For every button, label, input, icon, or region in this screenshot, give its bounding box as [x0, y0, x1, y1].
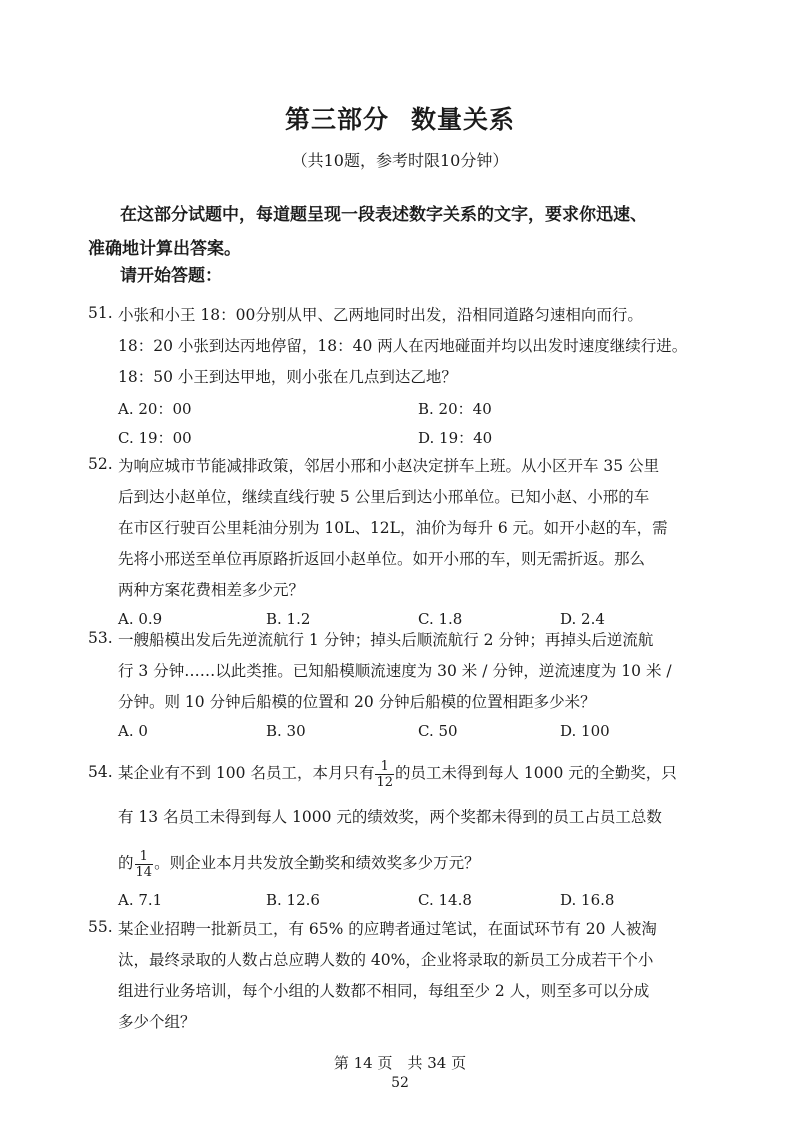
question-text-line: 有 13 名员工未得到每人 1000 元的绩效奖，两个奖都未得到的员工占员工总数	[118, 808, 662, 826]
question-text-line: 为响应城市节能减排政策，邻居小邢和小赵决定拼车上班。从小区开车 35 公里	[118, 457, 660, 475]
option-a: A. 0	[118, 722, 148, 740]
question-text-line: 的 $\frac{1}{14}$ 。则企业本月共发放全勤奖和绩效奖多少万元？	[118, 848, 480, 880]
question-54	[88, 755, 718, 920]
option-c: C. 50	[418, 722, 458, 740]
instructions-line-1: 在这部分试题中，每道题呈现一段表述数字关系的文字，要求你迅速、	[120, 205, 647, 225]
option-d: D. 19：40	[418, 429, 493, 447]
option-c: C. 1.8	[418, 610, 463, 628]
question-text-line: 一艘船模出发后先逆流航行 1 分钟；掉头后顺流航行 2 分钟；再掉头后逆流航	[118, 631, 654, 649]
option-c: C. 14.8	[418, 891, 472, 909]
question-53	[88, 625, 718, 751]
question-number: 53.	[88, 629, 113, 647]
instructions	[88, 198, 718, 266]
page-footer: 第 14 页 共 34 页	[333, 1054, 467, 1072]
question-text-line: 后到达小赵单位，继续直线行驶 5 公里后到达小邢单位。已知小赵、小邢的车	[118, 488, 650, 506]
question-text-line: 汰，最终录取的人数占总应聘人数的 40%，企业将录取的新员工分成若干个小	[118, 951, 654, 969]
option-a: A. 20：00	[118, 400, 192, 418]
option-b: B. 12.6	[266, 891, 320, 909]
question-number: 51.	[88, 304, 113, 322]
question-text-line: 多少个组？	[118, 1013, 196, 1031]
question-number: 54.	[88, 763, 113, 781]
question-text-line: 在市区行驶百公里耗油分别为 10L、12L，油价为每升 6 元。如开小赵的车，需	[118, 519, 668, 537]
question-52	[88, 451, 718, 639]
instructions-line-2: 准确地计算出答案。	[88, 239, 241, 259]
question-51	[88, 300, 718, 456]
option-c: C. 19：00	[118, 429, 192, 447]
question-text-line: 18：20 小张到达丙地停留，18：40 两人在丙地碰面并均以出发时速度继续行进。	[118, 337, 688, 355]
title-part: 第三部分	[284, 105, 389, 134]
option-b: B. 20：40	[418, 400, 492, 418]
fraction-one-fourteenth: $\frac{1}{14}$	[135, 848, 153, 880]
page-number: 52	[391, 1075, 409, 1091]
question-text-line: 某企业招聘一批新员工，有 65% 的应聘者通过笔试，在面试环节有 20 人被淘	[118, 920, 657, 938]
option-b: B. 1.2	[266, 610, 311, 628]
title-topic: 数量关系	[411, 105, 516, 134]
page-title	[0, 100, 800, 136]
question-text-line: 分钟。则 10 分钟后船模的位置和 20 分钟后船模的位置相距多少米？	[118, 693, 596, 711]
question-text-line: 小张和小王 18：00分别从甲、乙两地同时出发，沿相同道路匀速相向而行。	[118, 306, 643, 324]
option-d: D. 100	[560, 722, 610, 740]
option-b: B. 30	[266, 722, 306, 740]
question-number: 52.	[88, 455, 113, 473]
question-number: 55.	[88, 918, 113, 936]
question-text-line: 先将小邢送至单位再原路折返回小赵单位。如开小邢的车，则无需折返。那么	[118, 550, 646, 568]
question-text-line: 组进行业务培训，每个小组的人数都不相同，每组至少 2 人，则至多可以分成	[118, 982, 650, 1000]
option-d: D. 16.8	[560, 891, 615, 909]
option-a: A. 0.9	[118, 610, 163, 628]
start-prompt: 请开始答题：	[120, 266, 222, 286]
question-text-line: 18：50 小王到达甲地，则小张在几点到达乙地？	[118, 368, 457, 386]
page-subtitle: （共10题，参考时限10分钟）	[291, 151, 509, 170]
question-text-line: 行 3 分钟……以此类推。已知船模顺流速度为 30 米 / 分钟，逆流速度为 10 米 /	[118, 662, 672, 680]
question-text-line: 某企业有不到 100 名员工，本月只有 $\frac{1}{12}$ 的员工未得到每人 1000 元的全勤奖，只	[118, 758, 677, 790]
option-a: A. 7.1	[118, 891, 163, 909]
question-text-line: 两种方案花费相差多少元？	[118, 581, 305, 599]
option-d: D. 2.4	[560, 610, 605, 628]
question-55	[88, 914, 718, 1038]
fraction-one-twelfth: $\frac{1}{12}$	[376, 758, 393, 790]
